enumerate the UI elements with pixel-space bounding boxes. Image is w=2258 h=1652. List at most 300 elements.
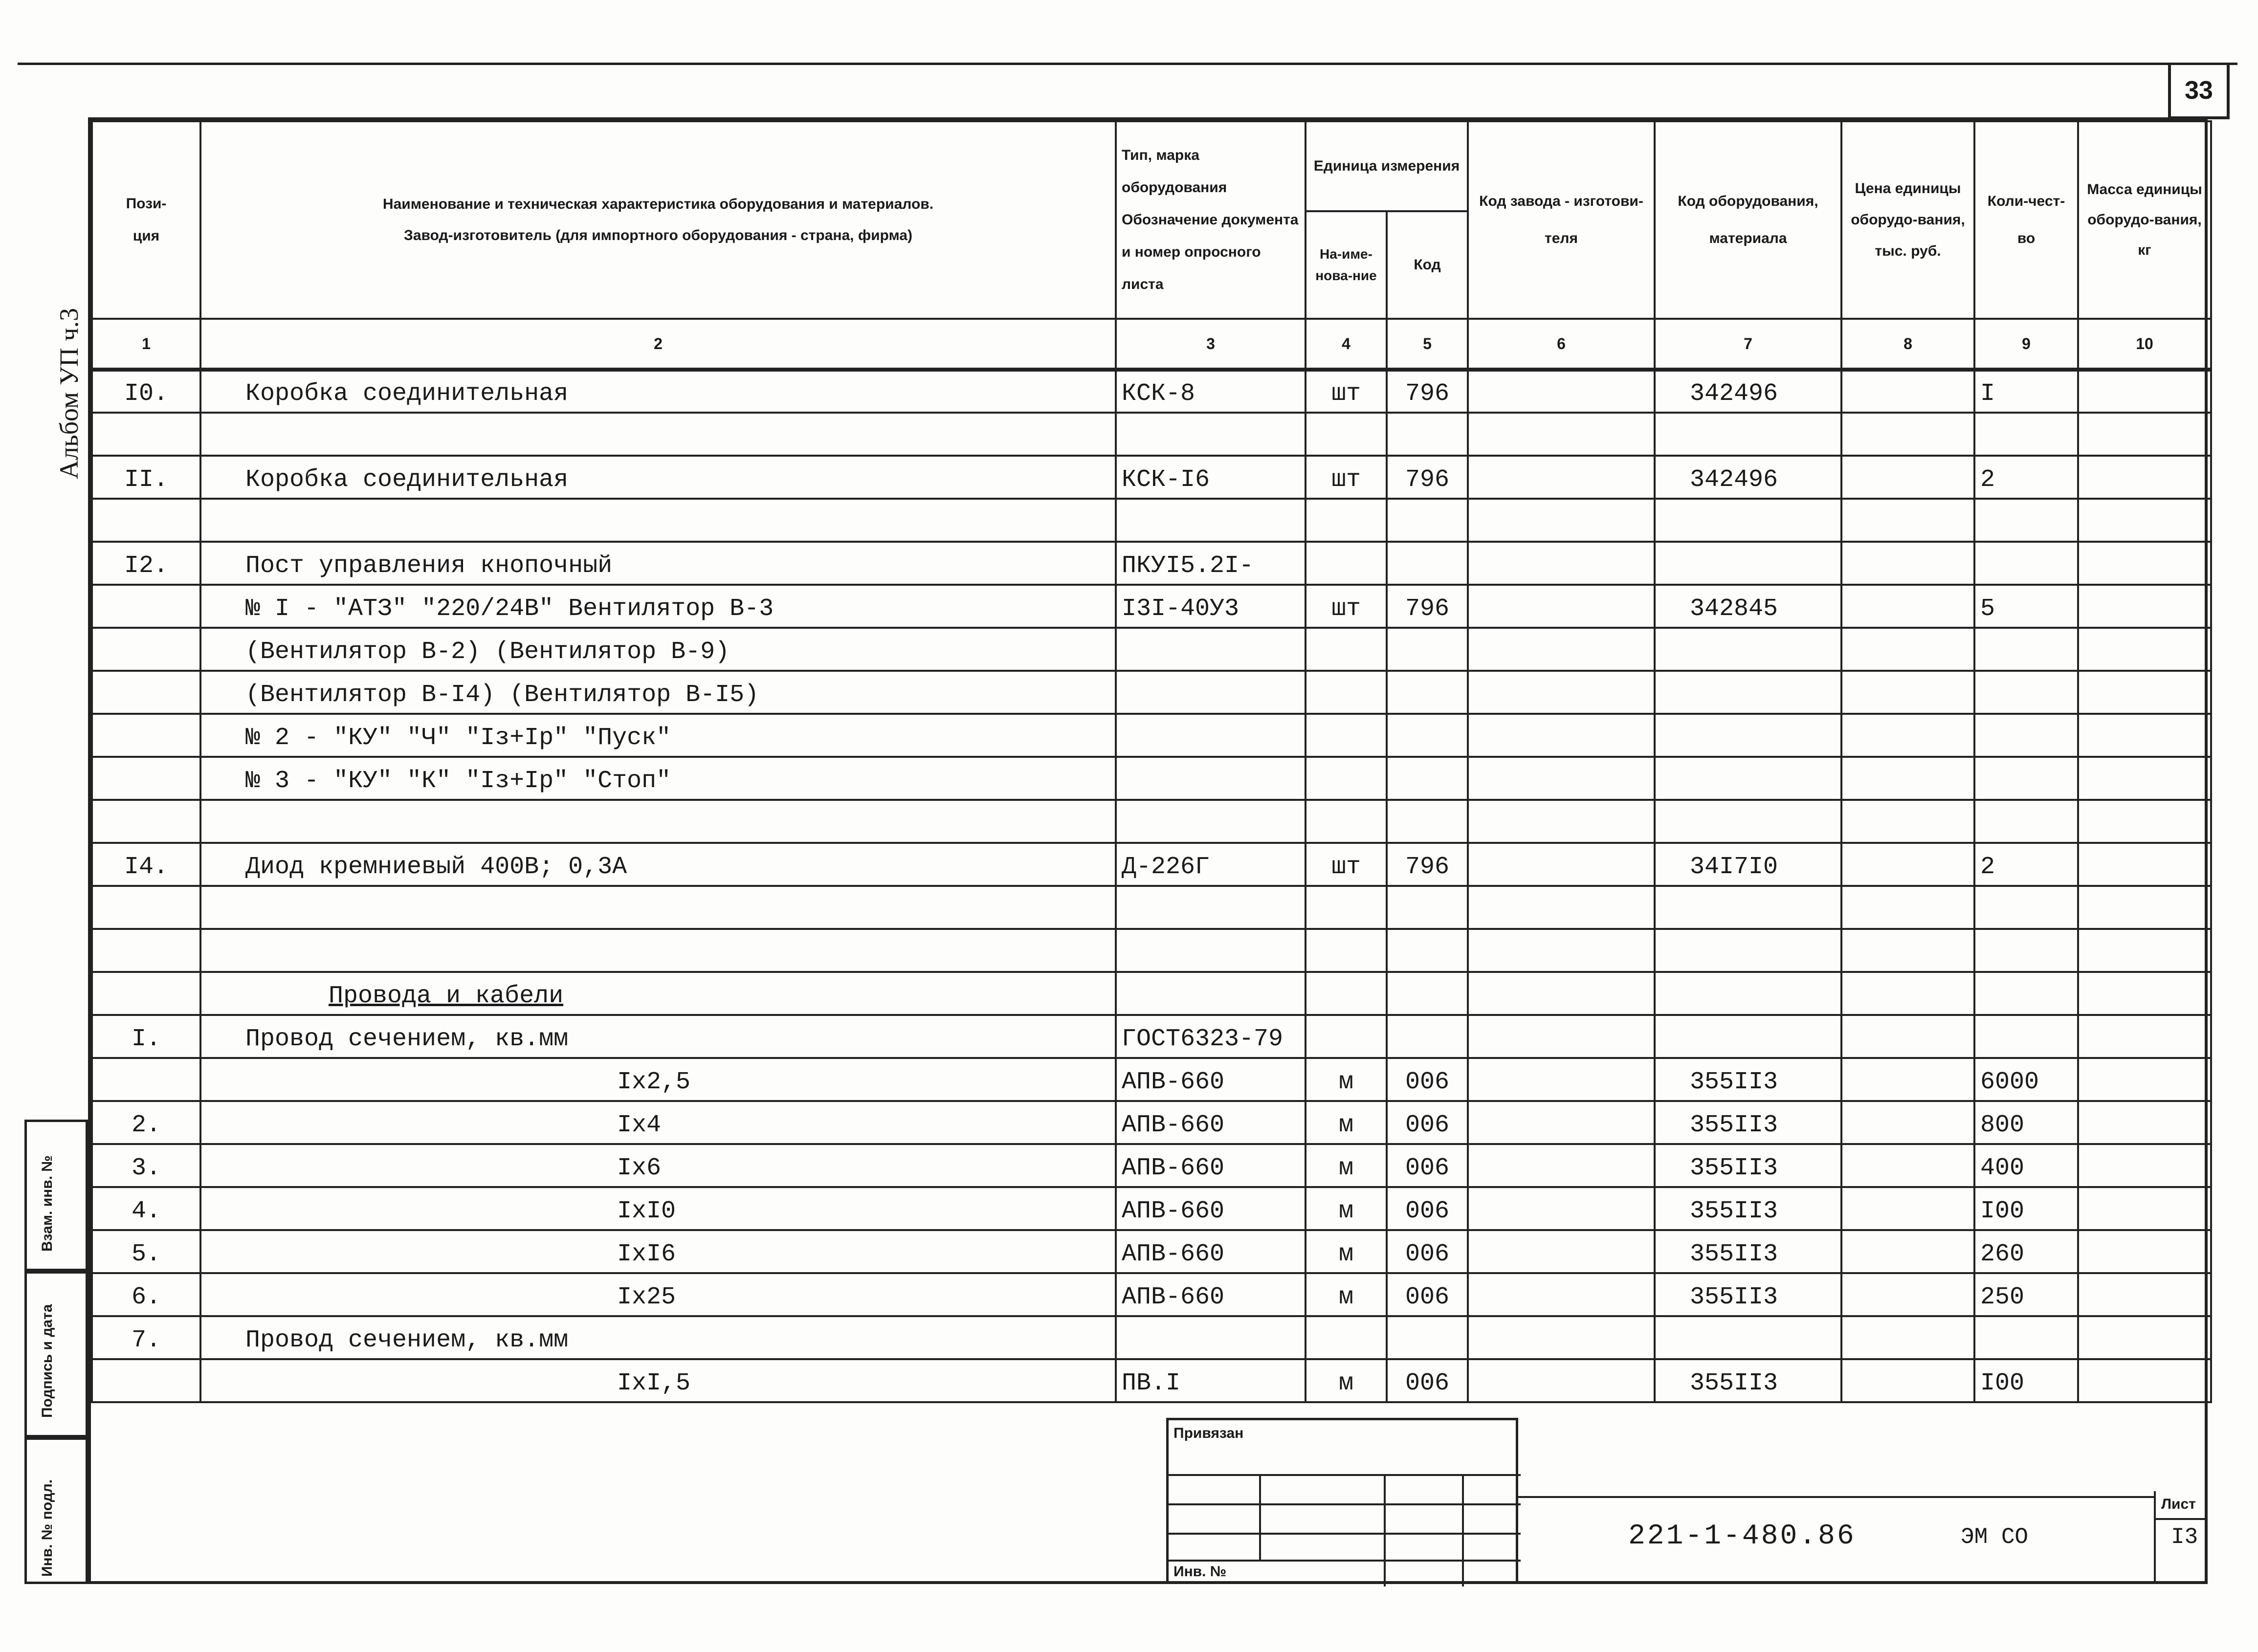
cell-quantity [1974,1015,2078,1058]
cell-material-code: 355II3 [1655,1101,1841,1144]
table-row [92,843,2211,886]
cell-quantity [1974,757,2078,800]
table-row [92,929,2211,972]
cell-empty [2078,1273,2211,1316]
cell-position [92,886,200,929]
cell-unit-code [1387,714,1468,757]
cell-empty [1468,1359,1655,1402]
cell-empty [2078,1316,2211,1359]
cell-unit: м [1306,1359,1387,1402]
cell-unit-code [1387,972,1468,1015]
table-row [92,671,2211,714]
cell-position [92,671,200,714]
cell-position [92,499,200,542]
header-price: Цена единицы оборудо-вания, тыс. руб. [1841,121,1974,319]
header-name-line1: Наименование и техническая характеристика оборудования и материалов. [382,196,934,212]
cell-quantity: I [1974,370,2078,413]
cell-position: 6. [92,1273,200,1316]
cell-unit-code: 006 [1387,1273,1468,1316]
cell-empty [1468,499,1655,542]
cell-material-code [1655,1015,1841,1058]
cell-name: Коробка соединительная [200,456,1116,499]
cell-empty [1468,800,1655,843]
cell-quantity [1974,886,2078,929]
cell-unit-code [1387,628,1468,671]
cell-material-code: 355II3 [1655,1058,1841,1101]
cell-material-code: 342496 [1655,456,1841,499]
cell-quantity [1974,929,2078,972]
cell-quantity: 800 [1974,1101,2078,1144]
cell-unit-code: 006 [1387,1187,1468,1230]
page-number: 33 [2168,65,2230,119]
cell-empty [2078,1015,2211,1058]
side-stamp-replaced-inv: Взам. инв. № [39,1155,55,1252]
cell-quantity: I00 [1974,1359,2078,1402]
cell-empty [2078,370,2211,413]
cell-name: № 2 - "КУ" "Ч" "Iз+Iр" "Пуск" [200,714,1116,757]
header-unit-group: Единица измерения [1306,121,1468,211]
cell-type: АПВ-660 [1116,1058,1306,1101]
cell-name: (Вентилятор В-2) (Вентилятор В-9) [200,628,1116,671]
cell-unit [1306,499,1387,542]
cell-empty [1841,628,1974,671]
cell-empty [1841,1101,1974,1144]
cell-empty [2078,499,2211,542]
cell-empty [1841,800,1974,843]
cell-unit-code [1387,886,1468,929]
cell-type: КСК-I6 [1116,456,1306,499]
cell-material-code: 355II3 [1655,1187,1841,1230]
cell-unit [1306,542,1387,585]
cell-empty [2078,1230,2211,1273]
sheet-box-left [2154,1491,2156,1584]
side-stamp-box-1 [24,1120,88,1271]
cell-position [92,757,200,800]
table-row [92,370,2211,413]
cell-empty [2078,929,2211,972]
cell-empty [2078,542,2211,585]
cell-quantity [1974,628,2078,671]
cell-type: I3I-40У3 [1116,585,1306,628]
cell-unit: м [1306,1144,1387,1187]
sheet-label: Лист [2161,1496,2196,1512]
cell-empty [1468,1316,1655,1359]
table-row [92,1316,2211,1359]
cell-unit-code [1387,1316,1468,1359]
cell-empty [2078,1101,2211,1144]
cell-unit [1306,800,1387,843]
cell-position [92,972,200,1015]
cell-material-code [1655,714,1841,757]
cell-empty [1468,886,1655,929]
cell-quantity [1974,671,2078,714]
cell-empty [2078,1187,2211,1230]
stamp-line-4 [1169,1560,1521,1562]
cell-unit [1306,972,1387,1015]
cell-empty [1841,843,1974,886]
cell-cable-size: Iх6 [200,1144,1116,1187]
cell-type [1116,499,1306,542]
cell-unit-code: 006 [1387,1230,1468,1273]
table-row [92,1273,2211,1316]
header-quantity: Коли-чест-во [1974,121,2078,319]
cell-material-code [1655,671,1841,714]
cell-empty [1841,1144,1974,1187]
cell-empty [1468,757,1655,800]
cell-quantity [1974,714,2078,757]
cell-name: № I - "АТЗ" "220/24В" Вентилятор В-3 [200,585,1116,628]
side-stamp-box-3 [24,1437,88,1584]
cell-material-code [1655,800,1841,843]
cell-empty [1841,1273,1974,1316]
stamp-vline-2 [1384,1474,1386,1586]
cell-unit [1306,413,1387,456]
cell-quantity [1974,1316,2078,1359]
cell-empty [1841,1058,1974,1101]
cell-unit-code [1387,800,1468,843]
cell-unit-code [1387,542,1468,585]
cell-unit-code: 796 [1387,843,1468,886]
cell-position [92,1058,200,1101]
cell-position: 3. [92,1144,200,1187]
sheet-box-divider [2154,1518,2208,1520]
cell-empty [2078,1144,2211,1187]
header-type: Тип, марка оборудования Обозначение документа и номер опросного листа [1116,121,1306,319]
cell-material-code [1655,542,1841,585]
table-row [92,499,2211,542]
cell-empty [1841,886,1974,929]
cell-quantity [1974,800,2078,843]
cell-position: I. [92,1015,200,1058]
stamp-title: Привязан [1173,1425,1244,1441]
cell-material-code [1655,972,1841,1015]
cell-name: № 3 - "КУ" "К" "Iз+Iр" "Стоп" [200,757,1116,800]
cell-type: ПВ.I [1116,1359,1306,1402]
cell-position [92,800,200,843]
cell-type [1116,714,1306,757]
cell-empty [1468,1015,1655,1058]
cell-empty [2078,671,2211,714]
album-label: Альбом УП ч.3 [54,308,84,479]
sheet-number: I3 [2171,1524,2198,1550]
cell-type: ПКУI5.2I- [1116,542,1306,585]
cell-material-code [1655,757,1841,800]
cell-empty [1841,1187,1974,1230]
header-unit-code: Код [1387,211,1468,319]
cell-unit [1306,1015,1387,1058]
binding-stamp [1166,1418,1518,1584]
stamp-line-3 [1169,1533,1521,1535]
cell-type: АПВ-660 [1116,1101,1306,1144]
cell-unit: м [1306,1187,1387,1230]
cell-empty [2078,843,2211,886]
cell-unit: шт [1306,585,1387,628]
cell-unit [1306,929,1387,972]
cell-type: АПВ-660 [1116,1273,1306,1316]
cell-unit [1306,757,1387,800]
cell-unit [1306,1316,1387,1359]
cell-material-code: 355II3 [1655,1273,1841,1316]
cell-type: АПВ-660 [1116,1187,1306,1230]
table-row [92,1144,2211,1187]
cell-empty [1841,499,1974,542]
stamp-line-1 [1169,1474,1521,1476]
column-number-9: 9 [1974,319,2078,370]
cell-empty [1468,1058,1655,1101]
cell-quantity [1974,499,2078,542]
cell-empty [2078,585,2211,628]
cell-empty [1468,542,1655,585]
cell-material-code [1655,1316,1841,1359]
cell-cable-size: Iх25 [200,1273,1116,1316]
cell-cable-size: Iх2,5 [200,1058,1116,1101]
cell-unit-code: 796 [1387,370,1468,413]
cell-empty [1468,413,1655,456]
cell-quantity [1974,413,2078,456]
side-stamp-box-2 [24,1271,88,1437]
table-row [92,1359,2211,1402]
cell-unit-code [1387,671,1468,714]
cell-position: 5. [92,1230,200,1273]
header-name-line2: Завод-изготовитель (для импортного оборудования - страна, фирма) [404,227,912,243]
cell-empty [1841,413,1974,456]
cell-unit-code [1387,413,1468,456]
cell-empty [1841,1359,1974,1402]
stamp-vline-3 [1462,1474,1464,1586]
cell-type [1116,800,1306,843]
cell-unit-code: 006 [1387,1101,1468,1144]
cell-unit: м [1306,1230,1387,1273]
cell-position: I0. [92,370,200,413]
cell-material-code [1655,413,1841,456]
stamp-line-2 [1169,1503,1521,1505]
side-stamp-signature-date: Подпись и дата [39,1304,55,1418]
cell-empty [2078,757,2211,800]
cell-empty [1468,714,1655,757]
cell-empty [1468,1187,1655,1230]
cell-unit [1306,628,1387,671]
cell-empty [1468,370,1655,413]
cell-empty [1468,972,1655,1015]
table-row [92,1015,2211,1058]
cell-name [200,413,1116,456]
cell-unit-code: 006 [1387,1144,1468,1187]
cell-type: АПВ-660 [1116,1230,1306,1273]
cell-unit-code [1387,757,1468,800]
column-number-10: 10 [2078,319,2211,370]
cell-quantity: I00 [1974,1187,2078,1230]
cell-material-code [1655,886,1841,929]
cell-position: II. [92,456,200,499]
table-row [92,1058,2211,1101]
cell-empty [2078,800,2211,843]
table-row [92,972,2211,1015]
cell-empty [1841,671,1974,714]
cell-empty [1468,585,1655,628]
cell-unit: м [1306,1273,1387,1316]
cell-cable-size: Iх4 [200,1101,1116,1144]
cell-position [92,585,200,628]
cell-quantity: 6000 [1974,1058,2078,1101]
cell-unit-code [1387,929,1468,972]
table-row [92,585,2211,628]
cell-empty [1841,585,1974,628]
section-title: Провода и кабели [200,972,1116,1015]
cell-unit: м [1306,1101,1387,1144]
column-number-7: 7 [1655,319,1841,370]
cell-type [1116,972,1306,1015]
cell-quantity [1974,542,2078,585]
cell-material-code: 34I7I0 [1655,843,1841,886]
cell-position [92,714,200,757]
cell-empty [2078,972,2211,1015]
cell-quantity: 250 [1974,1273,2078,1316]
cell-quantity: 2 [1974,843,2078,886]
cell-empty [1468,1230,1655,1273]
cell-position [92,929,200,972]
side-stamp-original-inv: Инв. № подл. [39,1479,55,1577]
cell-empty [2078,628,2211,671]
table-row [92,757,2211,800]
cell-material-code: 355II3 [1655,1144,1841,1187]
cell-type [1116,757,1306,800]
column-number-8: 8 [1841,319,1974,370]
cell-position: 2. [92,1101,200,1144]
title-block-line [1518,1496,2154,1498]
cell-name: Провод сечением, кв.мм [200,1015,1116,1058]
cell-name [200,929,1116,972]
cell-empty [1841,1230,1974,1273]
cell-empty [1841,542,1974,585]
table-row [92,886,2211,929]
cell-unit [1306,671,1387,714]
cell-material-code: 355II3 [1655,1230,1841,1273]
cell-quantity [1974,972,2078,1015]
cell-empty [1841,714,1974,757]
cell-unit-code: 006 [1387,1058,1468,1101]
table-row [92,1230,2211,1273]
cell-empty [1468,1101,1655,1144]
cell-unit [1306,714,1387,757]
cell-name: Провод сечением, кв.мм [200,1316,1116,1359]
column-number-4: 4 [1306,319,1387,370]
column-number-2: 2 [200,319,1116,370]
cell-name [200,800,1116,843]
cell-type: АПВ-660 [1116,1144,1306,1187]
cell-empty [1468,843,1655,886]
cell-material-code: 342845 [1655,585,1841,628]
cell-type [1116,886,1306,929]
top-border-line [18,63,2237,65]
cell-material-code [1655,499,1841,542]
cell-unit: шт [1306,370,1387,413]
cell-position: I4. [92,843,200,886]
table-row [92,542,2211,585]
header-unit-name: На-име-нова-ние [1306,211,1387,319]
cell-unit-code: 796 [1387,585,1468,628]
column-number-1: 1 [92,319,200,370]
document-code: ЭМ СО [1961,1524,2029,1550]
cell-unit-code [1387,499,1468,542]
cell-name [200,499,1116,542]
specification-table [91,120,2212,1403]
header-factory-code: Код завода - изготови-теля [1468,121,1655,319]
cell-unit: шт [1306,843,1387,886]
header-position: Пози- ция [92,121,200,319]
cell-empty [1468,628,1655,671]
cell-cable-size: IхI0 [200,1187,1116,1230]
cell-name: (Вентилятор В-I4) (Вентилятор В-I5) [200,671,1116,714]
cell-name: Пост управления кнопочный [200,542,1116,585]
cell-quantity: 400 [1974,1144,2078,1187]
cell-unit-code [1387,1015,1468,1058]
cell-position: 4. [92,1187,200,1230]
cell-unit: шт [1306,456,1387,499]
cell-empty [2078,1359,2211,1402]
cell-type: Д-226Г [1116,843,1306,886]
cell-empty [1841,757,1974,800]
cell-empty [1841,456,1974,499]
cell-material-code: 342496 [1655,370,1841,413]
cell-type [1116,1316,1306,1359]
table-row [92,456,2211,499]
cell-empty [2078,714,2211,757]
document-number: 221-1-480.86 [1628,1520,1856,1552]
column-number-row [92,319,2211,370]
cell-empty [1468,456,1655,499]
cell-unit [1306,886,1387,929]
column-number-6: 6 [1468,319,1655,370]
cell-cable-size: IхI6 [200,1230,1116,1273]
table-row [92,714,2211,757]
cell-empty [1468,671,1655,714]
cell-empty [1468,929,1655,972]
cell-position [92,413,200,456]
cell-type [1116,413,1306,456]
cell-empty [2078,456,2211,499]
cell-unit-code: 796 [1387,456,1468,499]
table-row [92,1101,2211,1144]
cell-position [92,628,200,671]
cell-empty [2078,413,2211,456]
cell-position: 7. [92,1316,200,1359]
cell-empty [2078,1058,2211,1101]
header-mass: Масса единицы оборудо-вания, кг [2078,121,2211,319]
table-row [92,800,2211,843]
cell-empty [1468,1273,1655,1316]
cell-material-code [1655,929,1841,972]
header-name [200,121,1116,319]
cell-type [1116,929,1306,972]
stamp-inv-label: Инв. № [1173,1564,1227,1580]
cell-material-code [1655,628,1841,671]
table-row [92,1187,2211,1230]
cell-unit: м [1306,1058,1387,1101]
cell-empty [1841,972,1974,1015]
cell-position [92,1359,200,1402]
cell-name: Диод кремниевый 400В; 0,3А [200,843,1116,886]
cell-empty [1841,1316,1974,1359]
cell-empty [1841,370,1974,413]
table-row [92,628,2211,671]
cell-quantity: 2 [1974,456,2078,499]
stamp-vline-1 [1259,1474,1261,1560]
table-row [92,413,2211,456]
cell-empty [1841,929,1974,972]
cell-quantity: 260 [1974,1230,2078,1273]
cell-name: Коробка соединительная [200,370,1116,413]
cell-empty [1468,1144,1655,1187]
